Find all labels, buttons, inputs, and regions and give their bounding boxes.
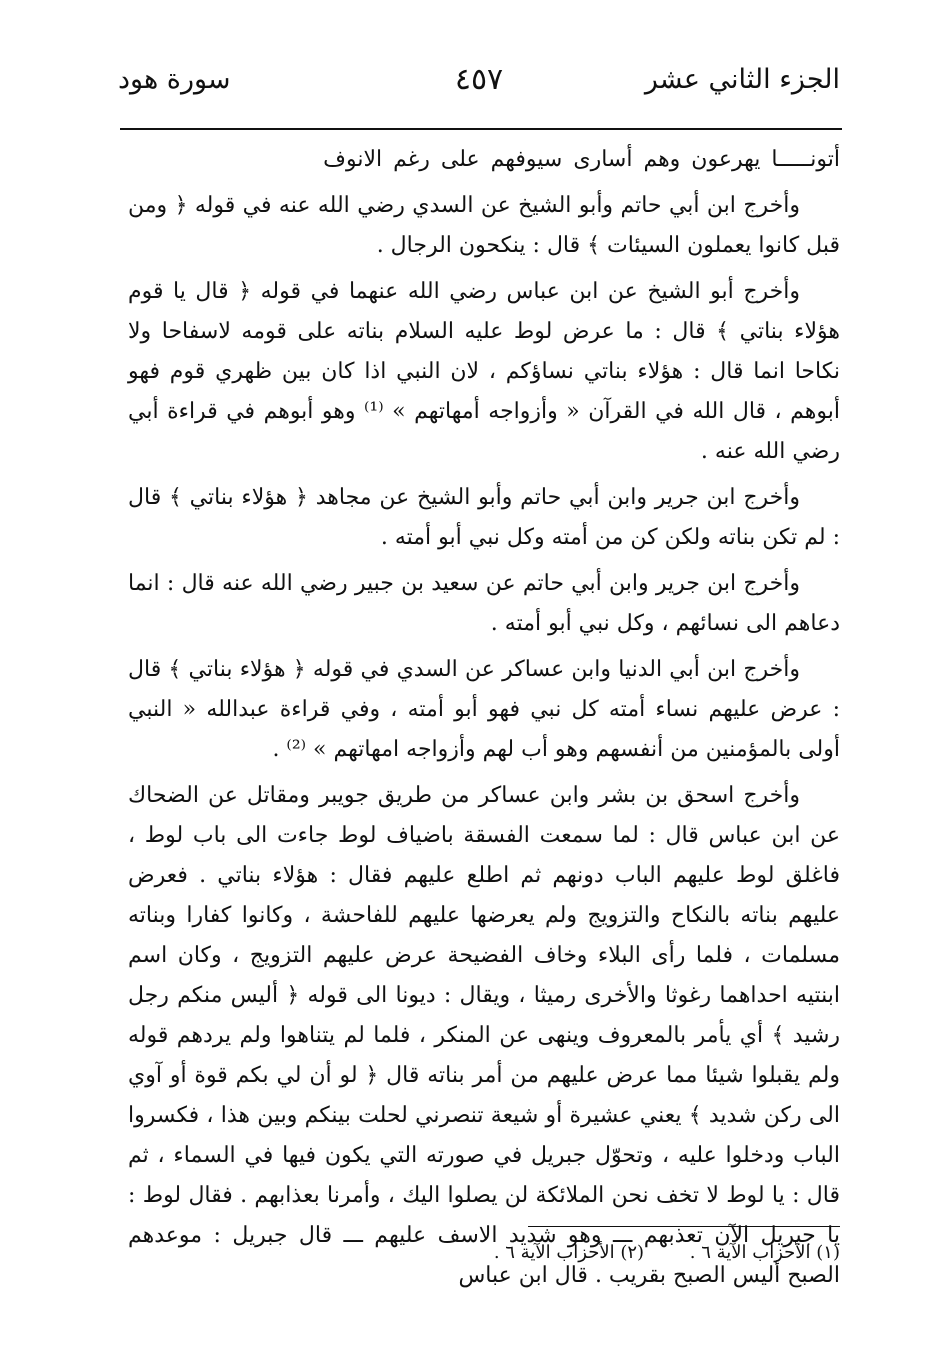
footnote-2: (٢) الأحزاب الآية ٦ . (493, 1242, 645, 1263)
paragraph: وأخرج ابن جرير وابن أبي حاتم عن سعيد بن جبير رضي الله عنه قال : انما دعاهم الى نسائهم ، وكل نبي أبو أمته . (128, 571, 840, 636)
volume-title: الجزء الثاني عشر (644, 64, 840, 95)
footnote-divider (528, 1226, 840, 1227)
poetry-verse: أتونـــــا يهرعون وهم أسارى سيوفهم على رغم الانوف (323, 147, 840, 172)
paragraph: وأخرج أبو الشيخ عن ابن عباس رضي الله عنهما في قوله ﴿ قال يا قوم هؤلاء بناتي ﴾ قال : ما عرض لوط عليه السلام بناته على قومه لاسفاحا ولا نكاحا انما قال : هؤلاء بناتي نساؤكم ، لان النبي اذا كان بين ظهري قوم فهو أبوهم ، قال الله في القرآن « وأزواجه أمهاتهم » ⁽¹⁾ وهو أبوهم في قراءة أبي رضي الله عنه . (128, 279, 840, 464)
paragraph: وأخرج اسحق بن بشر وابن عساكر من طريق جويبر ومقاتل عن الضحاك عن ابن عباس قال : لما سمعت الفسقة باضياف لوط جاءت الى باب لوط ، فاغلق لوط عليهم الباب دونهم ثم اطلع عليهم فقال : هؤلاء بناتي . فعرض عليهم بناته بالنكاح والتزويج ولم يعرضها عليهم للفاحشة ، وكانوا كفارا وبناته مسلمات ، فلما رأى البلاء وخاف الفضيحة عرض عليهم التزويج ، وكان اسم ابنتيه احداهما رغوثا والأخرى رميثا ، ويقال : ديونا الى قوله ﴿ أليس منكم رجل رشيد ﴾ أي يأمر بالمعروف وينهى عن المنكر ، فلما لم يتناهوا ولم يردهم قوله ولم يقبلوا شيئا مما عرض عليهم من أمر بناته قال ﴿ لو أن لي بكم قوة أو آوي الى ركن شديد ﴾ يعني عشيرة أو شيعة تنصرني لحلت بينكم وبين هذا ، فكسروا الباب ودخلوا عليه ، وتحوّل جبريل في صورته التي يكون فيها في السماء ، ثم قال : يا لوط لا تخف نحن الملائكة لن يصلوا اليك ، وأمرنا بعذابهم . فقال لوط : يا جبريل الآن تعذبهم ـــ وهو شديد الاسف عليهم ـــ قال جبريل : موعدهم الصبح أليس الصبح بقريب . قال ابن عباس (128, 783, 840, 1288)
page-number: ٤٥٧ (454, 62, 504, 97)
paragraph: وأخرج ابن أبي حاتم وأبو الشيخ عن السدي رضي الله عنه في قوله ﴿ ومن قبل كانوا يعملون السيئات ﴾ قال : ينكحون الرجال . (128, 193, 840, 258)
paragraph: وأخرج ابن أبي الدنيا وابن عساكر عن السدي في قوله ﴿ هؤلاء بناتي ﴾ قال : عرض عليهم نساء أمته كل نبي فهو أبو أمته ، وفي قراءة عبدالله « النبي أولى بالمؤمنين من أنفسهم وهو أب لهم وأزواجه امهاتهم » ⁽²⁾ . (128, 657, 840, 762)
paragraph: وأخرج ابن جرير وابن أبي حاتم وأبو الشيخ عن مجاهد ﴿ هؤلاء بناتي ﴾ قال : لم تكن بناته ولكن كن من أمته وكل نبي أبو أمته . (128, 485, 840, 550)
surah-title: سورة هود (118, 64, 231, 95)
footnote-1: (١) الأحزاب الآية ٦ . (689, 1242, 840, 1263)
page-header (118, 58, 840, 118)
main-text (128, 140, 840, 1302)
footnotes (300, 1242, 840, 1263)
header-divider (120, 128, 842, 130)
